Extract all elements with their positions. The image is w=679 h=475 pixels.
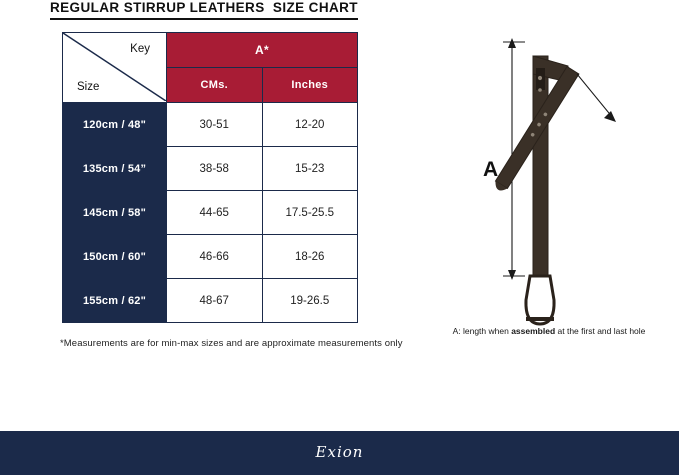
row-cms-value: 46-66 xyxy=(167,235,263,279)
row-inches-value: 19-26.5 xyxy=(262,279,358,323)
diagram-caption xyxy=(424,326,674,336)
caption-bold-word: assembled xyxy=(511,326,556,336)
size-chart-table xyxy=(62,32,358,323)
corner-key-label: Key xyxy=(130,43,150,55)
size-chart-table-wrapper xyxy=(62,32,358,323)
footer-bar xyxy=(0,431,679,475)
row-size-label: 155cm / 62" xyxy=(63,279,167,323)
table-row xyxy=(63,147,358,191)
page-title: REGULAR STIRRUP LEATHERS SIZE CHART xyxy=(50,0,358,20)
caption-prefix: A: length when xyxy=(452,326,512,336)
table-row xyxy=(63,235,358,279)
row-inches-value: 17.5-25.5 xyxy=(262,191,358,235)
group-header-a: A* xyxy=(167,33,358,68)
corner-key-size-cell xyxy=(63,33,167,103)
row-cms-value: 30-51 xyxy=(167,103,263,147)
corner-size-label: Size xyxy=(77,81,100,93)
measurement-footnote: *Measurements are for min-max sizes and are approximate measurements only xyxy=(60,338,403,349)
sub-header-inches: Inches xyxy=(262,68,358,103)
row-cms-value: 38-58 xyxy=(167,147,263,191)
row-size-label: 150cm / 60" xyxy=(63,235,167,279)
stirrup-leather-diagram xyxy=(425,28,665,328)
row-cms-value: 48-67 xyxy=(167,279,263,323)
row-inches-value: 15-23 xyxy=(262,147,358,191)
row-cms-value: 44-65 xyxy=(167,191,263,235)
brand-logo: Exion xyxy=(315,443,364,461)
row-size-label: 145cm / 58" xyxy=(63,191,167,235)
sub-header-cms: CMs. xyxy=(167,68,263,103)
row-inches-value: 18-26 xyxy=(262,235,358,279)
stirrup-leather-illustration-icon xyxy=(425,28,665,328)
dimension-label-a: A xyxy=(483,158,499,181)
row-inches-value: 12-20 xyxy=(262,103,358,147)
row-size-label: 135cm / 54” xyxy=(63,147,167,191)
table-row xyxy=(63,103,358,147)
row-size-label: 120cm / 48" xyxy=(63,103,167,147)
caption-suffix: at the first and last hole xyxy=(555,326,646,336)
table-header-row-1 xyxy=(63,33,358,68)
table-row xyxy=(63,191,358,235)
table-row xyxy=(63,279,358,323)
